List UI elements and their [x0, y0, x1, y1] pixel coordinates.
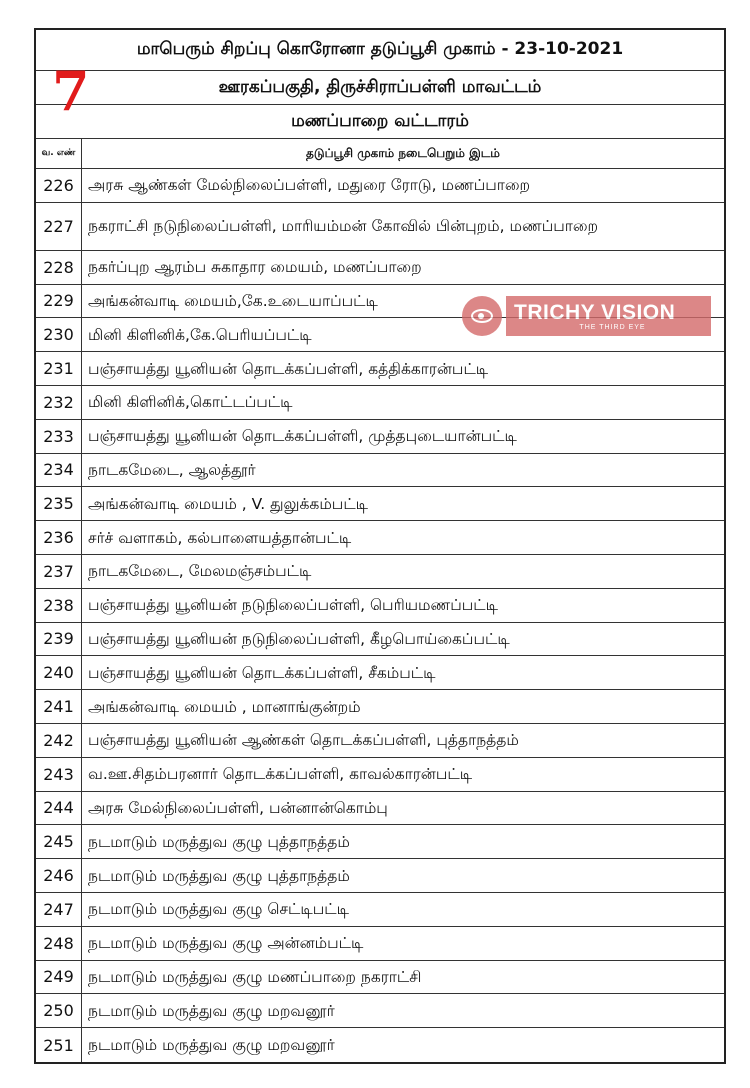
camp-location: பஞ்சாயத்து யூனியன் தொடக்கப்பள்ளி, கத்திக்காரன்பட்டி	[88, 359, 489, 378]
camp-location: பஞ்சாயத்து யூனியன் நடுநிலைப்பள்ளி, பெரியமணப்பட்டி	[88, 596, 498, 615]
watermark-text	[506, 296, 711, 336]
camp-location: சர்ச் வளாகம், கல்பாளையத்தான்பட்டி	[88, 528, 352, 547]
camp-location: அங்கன்வாடி மையம் , V. துலுக்கம்பட்டி	[88, 494, 369, 513]
serial-number: 234	[36, 454, 82, 487]
serial-number: 250	[36, 994, 82, 1027]
serial-number: 227	[36, 203, 82, 250]
serial-number-header: வ. எண்	[36, 139, 82, 168]
page-number-badge: 7	[52, 59, 90, 123]
camp-location: அரசு ஆண்கள் மேல்நிலைப்பள்ளி, மதுரை ரோடு, மணப்பாறை	[88, 176, 531, 195]
camp-location: பஞ்சாயத்து யூனியன் தொடக்கப்பள்ளி, சீகம்பட்டி	[88, 663, 436, 682]
serial-number: 243	[36, 758, 82, 791]
table-row	[36, 251, 724, 285]
serial-number: 236	[36, 521, 82, 554]
table-row	[36, 169, 724, 203]
camp-location: நடமாடும் மருத்துவ குழு மறவனூர்	[88, 1036, 335, 1055]
camp-location: நடமாடும் மருத்துவ குழு புத்தாநத்தம்	[88, 832, 350, 851]
serial-number: 245	[36, 825, 82, 858]
table-row	[36, 589, 724, 623]
serial-number: 239	[36, 623, 82, 656]
camp-location: பஞ்சாயத்து யூனியன் தொடக்கப்பள்ளி, முத்தபுடையான்பட்டி	[88, 427, 517, 446]
serial-number: 246	[36, 859, 82, 892]
column-header-row	[36, 139, 724, 169]
table-row	[36, 724, 724, 758]
district-subtitle: ஊரகப்பகுதி, திருச்சிராப்பள்ளி மாவட்டம்	[36, 71, 724, 105]
camp-location: நடமாடும் மருத்துவ குழு அன்னம்பட்டி	[88, 934, 364, 953]
serial-number: 244	[36, 792, 82, 825]
table-row	[36, 961, 724, 995]
table-row	[36, 386, 724, 420]
camp-location: அங்கன்வாடி மையம் , மானாங்குன்றம்	[88, 697, 361, 716]
watermark-title: TRICHY VISION	[514, 300, 676, 324]
camp-location: அங்கன்வாடி மையம்,கே.உடையாப்பட்டி	[88, 291, 378, 310]
table-row	[36, 927, 724, 961]
serial-number: 228	[36, 251, 82, 284]
table-row	[36, 825, 724, 859]
camp-location: நடமாடும் மருத்துவ குழு மணப்பாறை நகராட்சி	[88, 967, 422, 986]
vaccination-camp-table	[34, 28, 726, 1064]
camp-location: நடமாடும் மருத்துவ குழு புத்தாநத்தம்	[88, 866, 350, 885]
table-row	[36, 203, 724, 251]
camp-location: நடமாடும் மருத்துவ குழு மறவனூர்	[88, 1001, 335, 1020]
serial-number: 248	[36, 927, 82, 960]
table-row	[36, 420, 724, 454]
camp-location: பஞ்சாயத்து யூனியன் நடுநிலைப்பள்ளி, கீழபொய்கைப்பட்டி	[88, 629, 510, 648]
table-row	[36, 893, 724, 927]
serial-number: 238	[36, 589, 82, 622]
table-row	[36, 555, 724, 589]
watermark-tagline: THE THIRD EYE	[579, 323, 646, 331]
camp-location: நாடகமேடை, மேலமஞ்சம்பட்டி	[88, 562, 312, 581]
camp-location: நகராட்சி நடுநிலைப்பள்ளி, மாரியம்மன் கோவில் பின்புறம், மணப்பாறை	[88, 217, 599, 236]
table-row	[36, 487, 724, 521]
camp-location: நாடகமேடை, ஆலத்தூர்	[88, 460, 256, 479]
camp-location: வ.ஊ.சிதம்பரனார் தொடக்கப்பள்ளி, காவல்காரன்பட்டி	[88, 765, 473, 784]
camp-location: நகர்ப்புற ஆரம்ப சுகாதார மையம், மணப்பாறை	[88, 258, 422, 277]
serial-number: 226	[36, 169, 82, 202]
serial-number: 249	[36, 961, 82, 994]
table-row	[36, 454, 724, 488]
table-row	[36, 352, 724, 386]
place-header: தடுப்பூசி முகாம் நடைபெறும் இடம்	[306, 145, 500, 160]
serial-number: 242	[36, 724, 82, 757]
camp-location: பஞ்சாயத்து யூனியன் ஆண்கள் தொடக்கப்பள்ளி, புத்தாநத்தம்	[88, 731, 519, 750]
table-row	[36, 758, 724, 792]
table-row	[36, 623, 724, 657]
table-row	[36, 859, 724, 893]
serial-number: 229	[36, 285, 82, 318]
table-row	[36, 690, 724, 724]
serial-number: 231	[36, 352, 82, 385]
camp-location: அரசு மேல்நிலைப்பள்ளி, பன்னான்கொம்பு	[88, 798, 388, 817]
eye-logo-icon	[462, 296, 502, 336]
serial-number: 241	[36, 690, 82, 723]
serial-number: 247	[36, 893, 82, 926]
camp-location: மினி கிளினிக்,கொட்டப்பட்டி	[88, 393, 293, 412]
serial-number: 233	[36, 420, 82, 453]
serial-number: 237	[36, 555, 82, 588]
table-row	[36, 521, 724, 555]
watermark-logo	[462, 296, 711, 336]
table-row	[36, 1028, 724, 1062]
table-row	[36, 994, 724, 1028]
serial-number: 251	[36, 1028, 82, 1062]
camp-location: மினி கிளினிக்,கே.பெரியப்பட்டி	[88, 325, 312, 344]
serial-number: 232	[36, 386, 82, 419]
serial-number: 240	[36, 656, 82, 689]
serial-number: 230	[36, 318, 82, 351]
camp-location: நடமாடும் மருத்துவ குழு செட்டிபட்டி	[88, 900, 349, 919]
block-name: மணப்பாறை வட்டாரம்	[36, 105, 724, 139]
table-row	[36, 792, 724, 826]
document-title: மாபெரும் சிறப்பு கொரோனா தடுப்பூசி முகாம் - 23-10-2021	[36, 30, 724, 71]
serial-number: 235	[36, 487, 82, 520]
table-row	[36, 656, 724, 690]
